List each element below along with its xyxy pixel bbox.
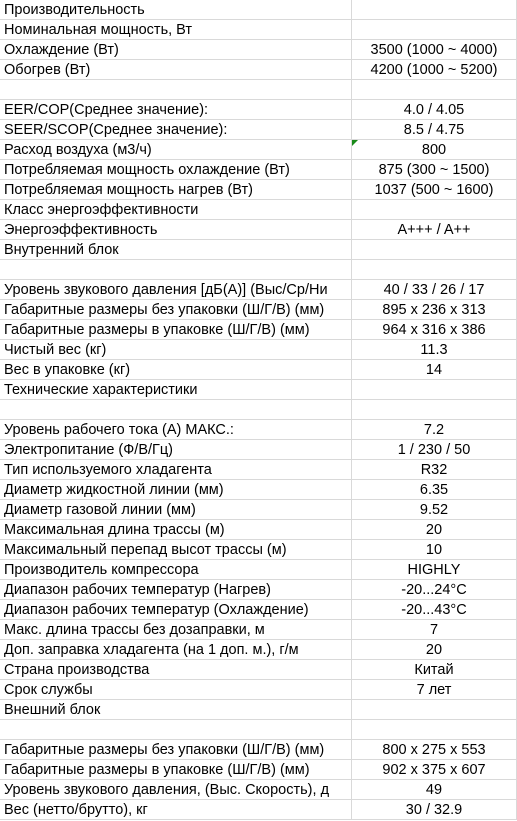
table-row [0,520,517,540]
value-cell[interactable]: 964 x 316 x 386 [352,320,517,340]
value-cell[interactable]: 7.2 [352,420,517,440]
value-cell[interactable]: 902 x 375 x 607 [352,760,517,780]
table-row [0,340,517,360]
value-cell[interactable] [352,20,517,40]
value-cell[interactable] [352,400,517,420]
value-cell[interactable]: 20 [352,520,517,540]
value-cell[interactable]: 7 [352,620,517,640]
label-cell[interactable]: Потребляемая мощность охлаждение (Вт) [0,160,352,180]
value-cell[interactable]: HIGHLY [352,560,517,580]
table-row [0,240,517,260]
table-row [0,280,517,300]
label-cell[interactable]: Потребляемая мощность нагрев (Вт) [0,180,352,200]
table-row [0,320,517,340]
table-row [0,300,517,320]
label-cell[interactable]: Доп. заправка хладагента (на 1 доп. м.), г/м [0,640,352,660]
label-cell[interactable]: Уровень рабочего тока (А) МАКС.: [0,420,352,440]
value-cell[interactable]: Китай [352,660,517,680]
table-row [0,700,517,720]
value-cell[interactable]: 10 [352,540,517,560]
label-cell[interactable]: Внутренний блок [0,240,352,260]
label-cell[interactable]: Максимальная длина трассы (м) [0,520,352,540]
value-cell[interactable]: 1037 (500 ~ 1600) [352,180,517,200]
table-row [0,580,517,600]
label-cell[interactable]: Габаритные размеры без упаковки (Ш/Г/В) (мм) [0,740,352,760]
value-cell[interactable]: 7 лет [352,680,517,700]
label-cell[interactable]: Максимальный перепад высот трассы (м) [0,540,352,560]
table-row [0,120,517,140]
label-cell[interactable]: Габаритные размеры без упаковки (Ш/Г/В) (мм) [0,300,352,320]
table-row [0,460,517,480]
value-cell[interactable]: 20 [352,640,517,660]
value-cell[interactable] [352,0,517,20]
table-row [0,380,517,400]
label-cell[interactable]: Диапазон рабочих температур (Нагрев) [0,580,352,600]
table-row [0,220,517,240]
label-cell[interactable]: Обогрев (Вт) [0,60,352,80]
table-row [0,600,517,620]
value-cell[interactable]: 30 / 32.9 [352,800,517,820]
value-cell[interactable]: -20...24°C [352,580,517,600]
table-row [0,400,517,420]
table-row [0,500,517,520]
table-row [0,200,517,220]
value-cell[interactable]: -20...43°C [352,600,517,620]
table-row [0,180,517,200]
value-cell[interactable]: 875 (300 ~ 1500) [352,160,517,180]
label-cell[interactable] [0,80,352,100]
table-row [0,160,517,180]
table-row [0,720,517,740]
label-cell[interactable]: Технические характеристики [0,380,352,400]
value-cell[interactable]: A+++ / A++ [352,220,517,240]
label-cell[interactable]: Производительность [0,0,352,20]
label-cell[interactable]: Вес в упаковке (кг) [0,360,352,380]
label-cell[interactable]: Класс энергоэффективности [0,200,352,220]
label-cell[interactable]: Диапазон рабочих температур (Охлаждение) [0,600,352,620]
table-row [0,800,517,820]
label-cell[interactable]: Электропитание (Ф/В/Гц) [0,440,352,460]
label-cell[interactable]: Диаметр газовой линии (мм) [0,500,352,520]
label-cell[interactable]: Срок службы [0,680,352,700]
table-row [0,440,517,460]
value-cell[interactable]: R32 [352,460,517,480]
table-row [0,560,517,580]
label-cell[interactable]: Уровень звукового давления, (Выс. Скорость), д [0,780,352,800]
value-cell[interactable]: 800 x 275 x 553 [352,740,517,760]
value-cell[interactable] [352,720,517,740]
value-cell[interactable]: 49 [352,780,517,800]
table-row [0,740,517,760]
label-cell[interactable]: Внешний блок [0,700,352,720]
label-cell[interactable]: Диаметр жидкостной линии (мм) [0,480,352,500]
value-cell[interactable]: 3500 (1000 ~ 4000) [352,40,517,60]
table-row [0,20,517,40]
label-cell[interactable]: Уровень звукового давления [дБ(А)] (Выс/Ср/Ни [0,280,352,300]
value-cell[interactable]: 6.35 [352,480,517,500]
table-row [0,620,517,640]
value-cell[interactable]: 9.52 [352,500,517,520]
table-row [0,480,517,500]
table-row [0,640,517,660]
table-row [0,780,517,800]
label-cell[interactable]: Вес (нетто/брутто), кг [0,800,352,820]
value-cell[interactable]: 895 x 236 x 313 [352,300,517,320]
label-cell[interactable] [0,720,352,740]
table-row [0,360,517,380]
value-cell[interactable]: 11.3 [352,340,517,360]
label-cell[interactable]: Габаритные размеры в упаковке (Ш/Г/В) (мм) [0,320,352,340]
label-cell[interactable]: EER/COP(Среднее значение): [0,100,352,120]
value-text: 800 [421,142,447,158]
value-cell[interactable] [352,700,517,720]
value-cell[interactable]: 40 / 33 / 26 / 17 [352,280,517,300]
value-cell[interactable] [352,80,517,100]
table-row [0,60,517,80]
value-cell[interactable] [352,380,517,400]
table-row [0,680,517,700]
table-row [0,40,517,60]
table-row [0,100,517,120]
table-row [0,760,517,780]
label-cell[interactable]: Тип используемого хладагента [0,460,352,480]
label-cell[interactable]: Номинальная мощность, Вт [0,20,352,40]
label-cell[interactable]: Охлаждение (Вт) [0,40,352,60]
table-row [0,260,517,280]
value-cell[interactable] [352,240,517,260]
label-cell[interactable] [0,400,352,420]
value-cell[interactable]: 1 / 230 / 50 [352,440,517,460]
label-cell[interactable]: Энергоэффективность [0,220,352,240]
table-row [0,80,517,100]
value-cell[interactable]: 8.5 / 4.75 [352,120,517,140]
table-row [0,660,517,680]
table-row [0,420,517,440]
value-cell[interactable] [352,200,517,220]
label-cell[interactable]: Чистый вес (кг) [0,340,352,360]
comment-indicator-icon[interactable] [352,140,358,146]
label-cell[interactable]: SEER/SCOP(Среднее значение): [0,120,352,140]
value-cell[interactable] [352,260,517,280]
label-cell[interactable]: Габаритные размеры в упаковке (Ш/Г/В) (мм) [0,760,352,780]
value-cell[interactable] [352,140,517,160]
table-row [0,0,517,20]
label-cell[interactable]: Макс. длина трассы без дозаправки, м [0,620,352,640]
value-cell[interactable]: 4.0 / 4.05 [352,100,517,120]
value-cell[interactable]: 14 [352,360,517,380]
label-cell[interactable]: Производитель компрессора [0,560,352,580]
table-row [0,540,517,560]
label-cell[interactable]: Расход воздуха (м3/ч) [0,140,352,160]
table-row [0,140,517,160]
value-cell[interactable]: 4200 (1000 ~ 5200) [352,60,517,80]
label-cell[interactable]: Страна производства [0,660,352,680]
label-cell[interactable] [0,260,352,280]
